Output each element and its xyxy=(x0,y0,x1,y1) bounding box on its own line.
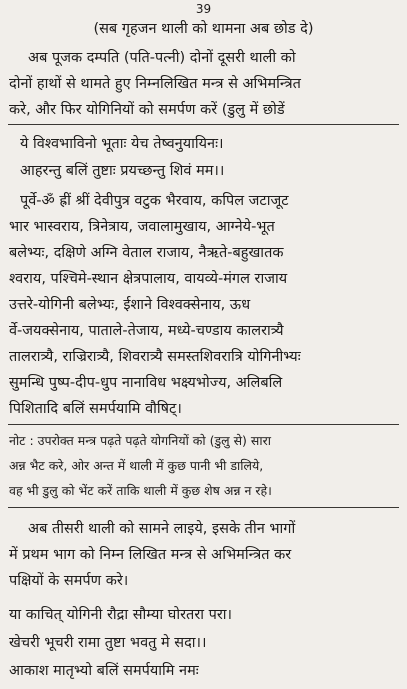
text-line: भार भास्वराय, त्रिनेत्राय, जवालामुखाय, आग्नेये-भूत xyxy=(9,219,275,235)
text-line: करे, और फिर योगिनियों को समर्पण करें (डुलु में छोडें xyxy=(9,102,285,118)
text-line: दोनों हाथों से थामते हुए निम्नलिखित मन्त्र से अभिमन्त्रित xyxy=(9,76,301,92)
mantra-line: आहरन्तु बलिं तुष्टाः प्रयच्छन्तु शिवं मम।। xyxy=(20,163,225,179)
note-line: अन्न भैट करे, ओर अन्त में थाली में कुछ पानी भी डालिये, xyxy=(9,458,264,473)
text-line: में प्रथम भाग को निम्न लिखित मन्त्र से अभिमन्त्रित कर xyxy=(9,547,292,563)
note-line: नोट : उपरोक्त मन्त्र पढ़ते पढ़ते योगनियों को (डुलु से) सारा xyxy=(9,433,271,448)
text-line: (सब गृहजन थाली को थामना अब छोड दे) xyxy=(93,21,314,37)
divider xyxy=(8,424,399,425)
divider xyxy=(8,507,399,508)
text-line: पक्षियों के समर्पण करे। xyxy=(9,573,129,589)
text-line: पूर्वे-ॐ ह्रीं श्रीं देवीपुत्र वटुक भैरवाय, कपिल जटाजूट xyxy=(20,193,289,209)
text-line: तालरात्र्यै, राज्रिरात्र्यै, शिवरात्र्यै समस्तशिवरात्रि योगिनीभ्यः xyxy=(9,349,301,365)
text-line: श्वराय, पश्चिमे-स्थान क्षेत्रपालाय, वायव्ये-मंगल राजाय xyxy=(9,271,288,287)
text-line: पिशितादि बलिं समर्पयामि वौषिट्। xyxy=(9,401,182,417)
note-line: वह भी डुलु को भेंट करें ताकि थाली में कुछ शेष अन्न न रहे। xyxy=(9,483,272,498)
text-line: र्वे-जयक्सेनाय, पाताले-तेजाय, मध्ये-चण्डाय कालरात्र्यै xyxy=(9,323,284,339)
text-line: अब तीसरी थाली को सामने लाइये, इसके तीन भागों xyxy=(28,521,296,537)
mantra-line: आकाश मातृभ्यो बलिं समर्पयामि नमः xyxy=(9,663,199,679)
text-line: उत्तरे-योगिनी बलेभ्यः, ईशाने विश्वक्सेनाय, ऊध xyxy=(9,297,251,313)
text-line: सुमन्धि पुष्प-दीप-धुप नानाविध भक्ष्यभोज्य, अलिबलि xyxy=(9,375,283,391)
mantra-line: ये विश्वभाविनो भूताः येच तेष्वनुयायिनः। xyxy=(20,136,224,152)
page-number: 39 xyxy=(195,2,212,16)
mantra-line: या काचित् योगिनी रौद्रा सौम्या घोरतरा परा। xyxy=(9,607,233,623)
divider xyxy=(8,124,399,125)
text-line: बलेभ्यः, दक्षिणे अग्नि वेताल राजाय, नैऋते-बहुखातक xyxy=(9,245,284,261)
text-line: अब पूजक दम्पति (पति-पत्नी) दोनों दूसरी थाली को xyxy=(28,50,296,66)
mantra-line: खेचरी भूचरी रामा तुष्टा भवतु मे सदा।। xyxy=(9,635,207,651)
